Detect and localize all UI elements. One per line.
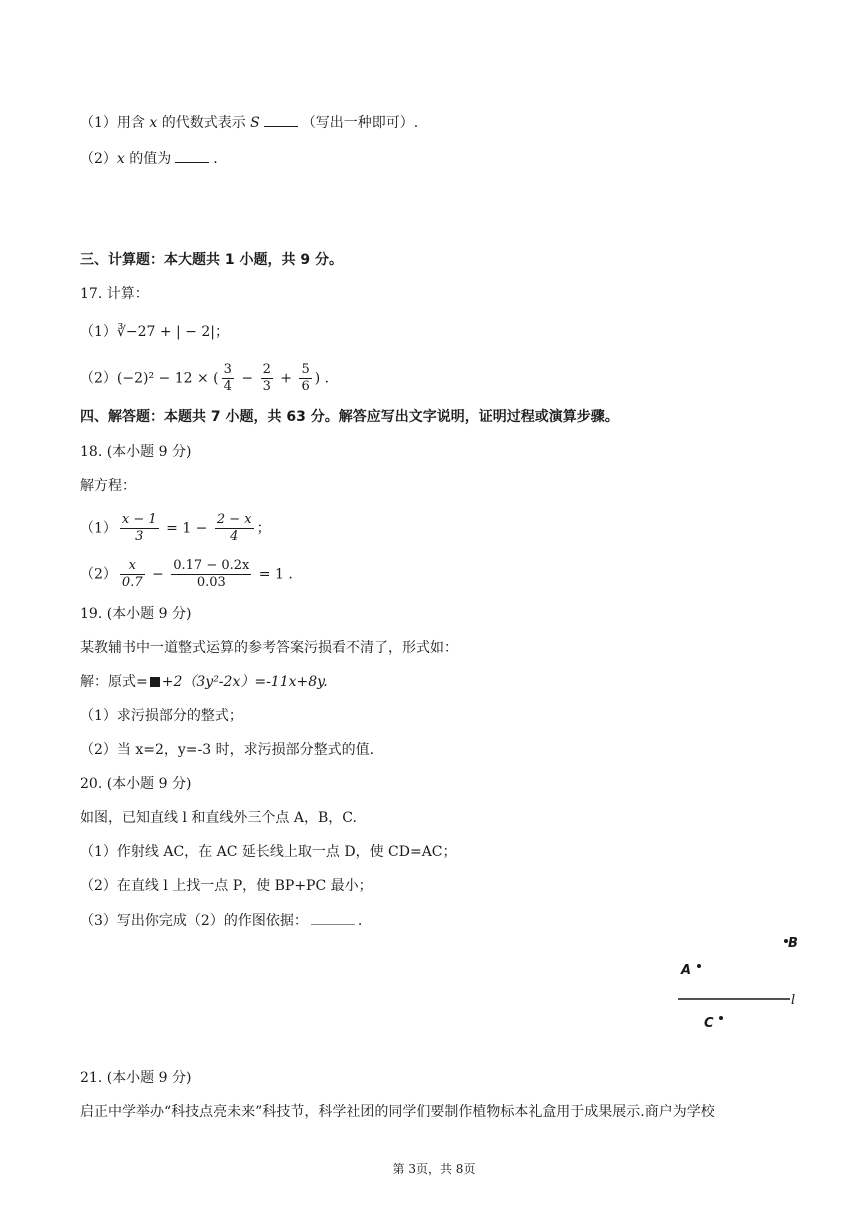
q17-p2-expr: (−2)² − 12 × ( (116, 370, 219, 387)
q16-part1 (80, 112, 418, 133)
q17-p2-end: ) . (314, 370, 330, 387)
frac-num: x − 1 (121, 512, 157, 527)
q17-title: 17. 计算： (80, 286, 149, 302)
q20-intro: 如图，已知直线 l 和直线外三个点 A，B，C. (80, 810, 357, 826)
q19-part1: （1）求污损部分的整式； (80, 708, 243, 724)
smudge-square-icon (150, 677, 160, 687)
q16-p2-mid: 的值为 (124, 151, 172, 167)
frac-den: 6 (301, 379, 310, 394)
q20-figure (670, 930, 810, 1040)
q16-p1-prefix: （1）用含 (80, 115, 150, 131)
frac-num: x (120, 558, 145, 575)
q20-part3 (80, 910, 362, 931)
frac-num: 0.17 − 0.2x (173, 558, 250, 573)
q18-p1-end: ； (256, 520, 271, 537)
q16-p1-var: x (149, 115, 158, 131)
q16-p2-var: x (116, 151, 125, 167)
q16-p1-mid: 的代数式表示 (157, 115, 251, 131)
q19-solution (80, 672, 328, 692)
q18-title: 18. (本小题 9 分) (80, 444, 192, 460)
section-4-heading: 四、解答题：本题共 7 小题，共 63 分。解答应写出文字说明，证明过程或演算步骤。 (80, 409, 619, 425)
fraction (120, 558, 145, 591)
q18-p2-label: （2） (80, 566, 117, 583)
q16-p1-s: S (250, 115, 260, 131)
q18-part1 (80, 512, 271, 545)
q21-title: 21. (本小题 9 分) (80, 1070, 192, 1086)
q16-part2 (80, 148, 218, 169)
label-b: B (788, 936, 798, 951)
q20-title: 20. (本小题 9 分) (80, 776, 192, 792)
q17-p1-label: （1） (80, 324, 117, 340)
answer-blank[interactable] (264, 112, 298, 127)
answer-blank[interactable] (175, 148, 209, 163)
q18-intro: 解方程： (80, 478, 136, 494)
operator: + (275, 370, 297, 387)
q19-title: 19. (本小题 9 分) (80, 606, 192, 622)
q16-p2-prefix: （2） (80, 151, 117, 167)
q16-p1-suffix: （写出一种即可）. (301, 115, 419, 131)
operator: − (236, 370, 258, 387)
q20-p3-prefix: （3）写出你完成（2）的作图依据： (80, 913, 308, 929)
point-a (697, 964, 701, 968)
operator: − (147, 566, 169, 583)
fraction (120, 512, 159, 545)
label-a: A (681, 963, 692, 978)
fraction (261, 362, 273, 395)
frac-den: 0.03 (196, 575, 226, 590)
page-footer: 第 3页，共 8页 (392, 1162, 476, 1176)
frac-num: 2 (262, 362, 271, 377)
q18-p2-end: = 1 . (254, 566, 293, 583)
frac-num: 2 − x (216, 512, 252, 527)
q17-part1 (80, 322, 229, 342)
q20-part1: （1）作射线 AC，在 AC 延长线上取一点 D，使 CD=AC； (80, 844, 457, 860)
q16-p2-suffix: . (213, 151, 218, 167)
q21-text: 启正中学举办“科技点亮未来”科技节，科学社团的同学们要制作植物标本礼盒用于成果展示.商户为学校 (80, 1104, 715, 1120)
q17-p1-expr: ∛−27 + | − 2|； (116, 324, 229, 340)
q19-part2: （2）当 x=2，y=-3 时，求污损部分整式的值. (80, 742, 375, 758)
q18-part2 (80, 558, 293, 591)
q19-sol-suffix: +2（3y²-2x）=-11x+8y. (161, 674, 328, 690)
frac-den: 4 (230, 529, 239, 544)
section-3-heading: 三、计算题：本大题共 1 小题，共 9 分。 (80, 252, 343, 268)
point-c (719, 1016, 723, 1020)
q17-p2-label: （2） (80, 370, 117, 387)
fraction (215, 512, 254, 545)
answer-blank[interactable] (311, 910, 355, 925)
label-l: l (791, 993, 796, 1008)
q17-part2 (80, 362, 329, 395)
q19-intro: 某教辅书中一道整式运算的参考答案污损看不清了，形式如： (80, 640, 458, 656)
q19-sol-prefix: 解：原式= (80, 674, 148, 690)
q20-part2: （2）在直线 l 上找一点 P，使 BP+PC 最小； (80, 878, 373, 894)
operator: = 1 − (161, 520, 212, 537)
q18-p1-label: （1） (80, 520, 117, 537)
q20-p3-suffix: . (357, 913, 363, 929)
frac-num: 5 (301, 362, 310, 377)
frac-num: 3 (223, 362, 232, 377)
frac-den: 4 (223, 379, 232, 394)
fraction (299, 362, 311, 395)
frac-den: 3 (262, 379, 271, 394)
frac-den: 0.7 (121, 575, 143, 590)
fraction (222, 362, 234, 395)
fraction (171, 558, 251, 591)
label-c: C (704, 1016, 714, 1031)
frac-den: 3 (135, 529, 144, 544)
